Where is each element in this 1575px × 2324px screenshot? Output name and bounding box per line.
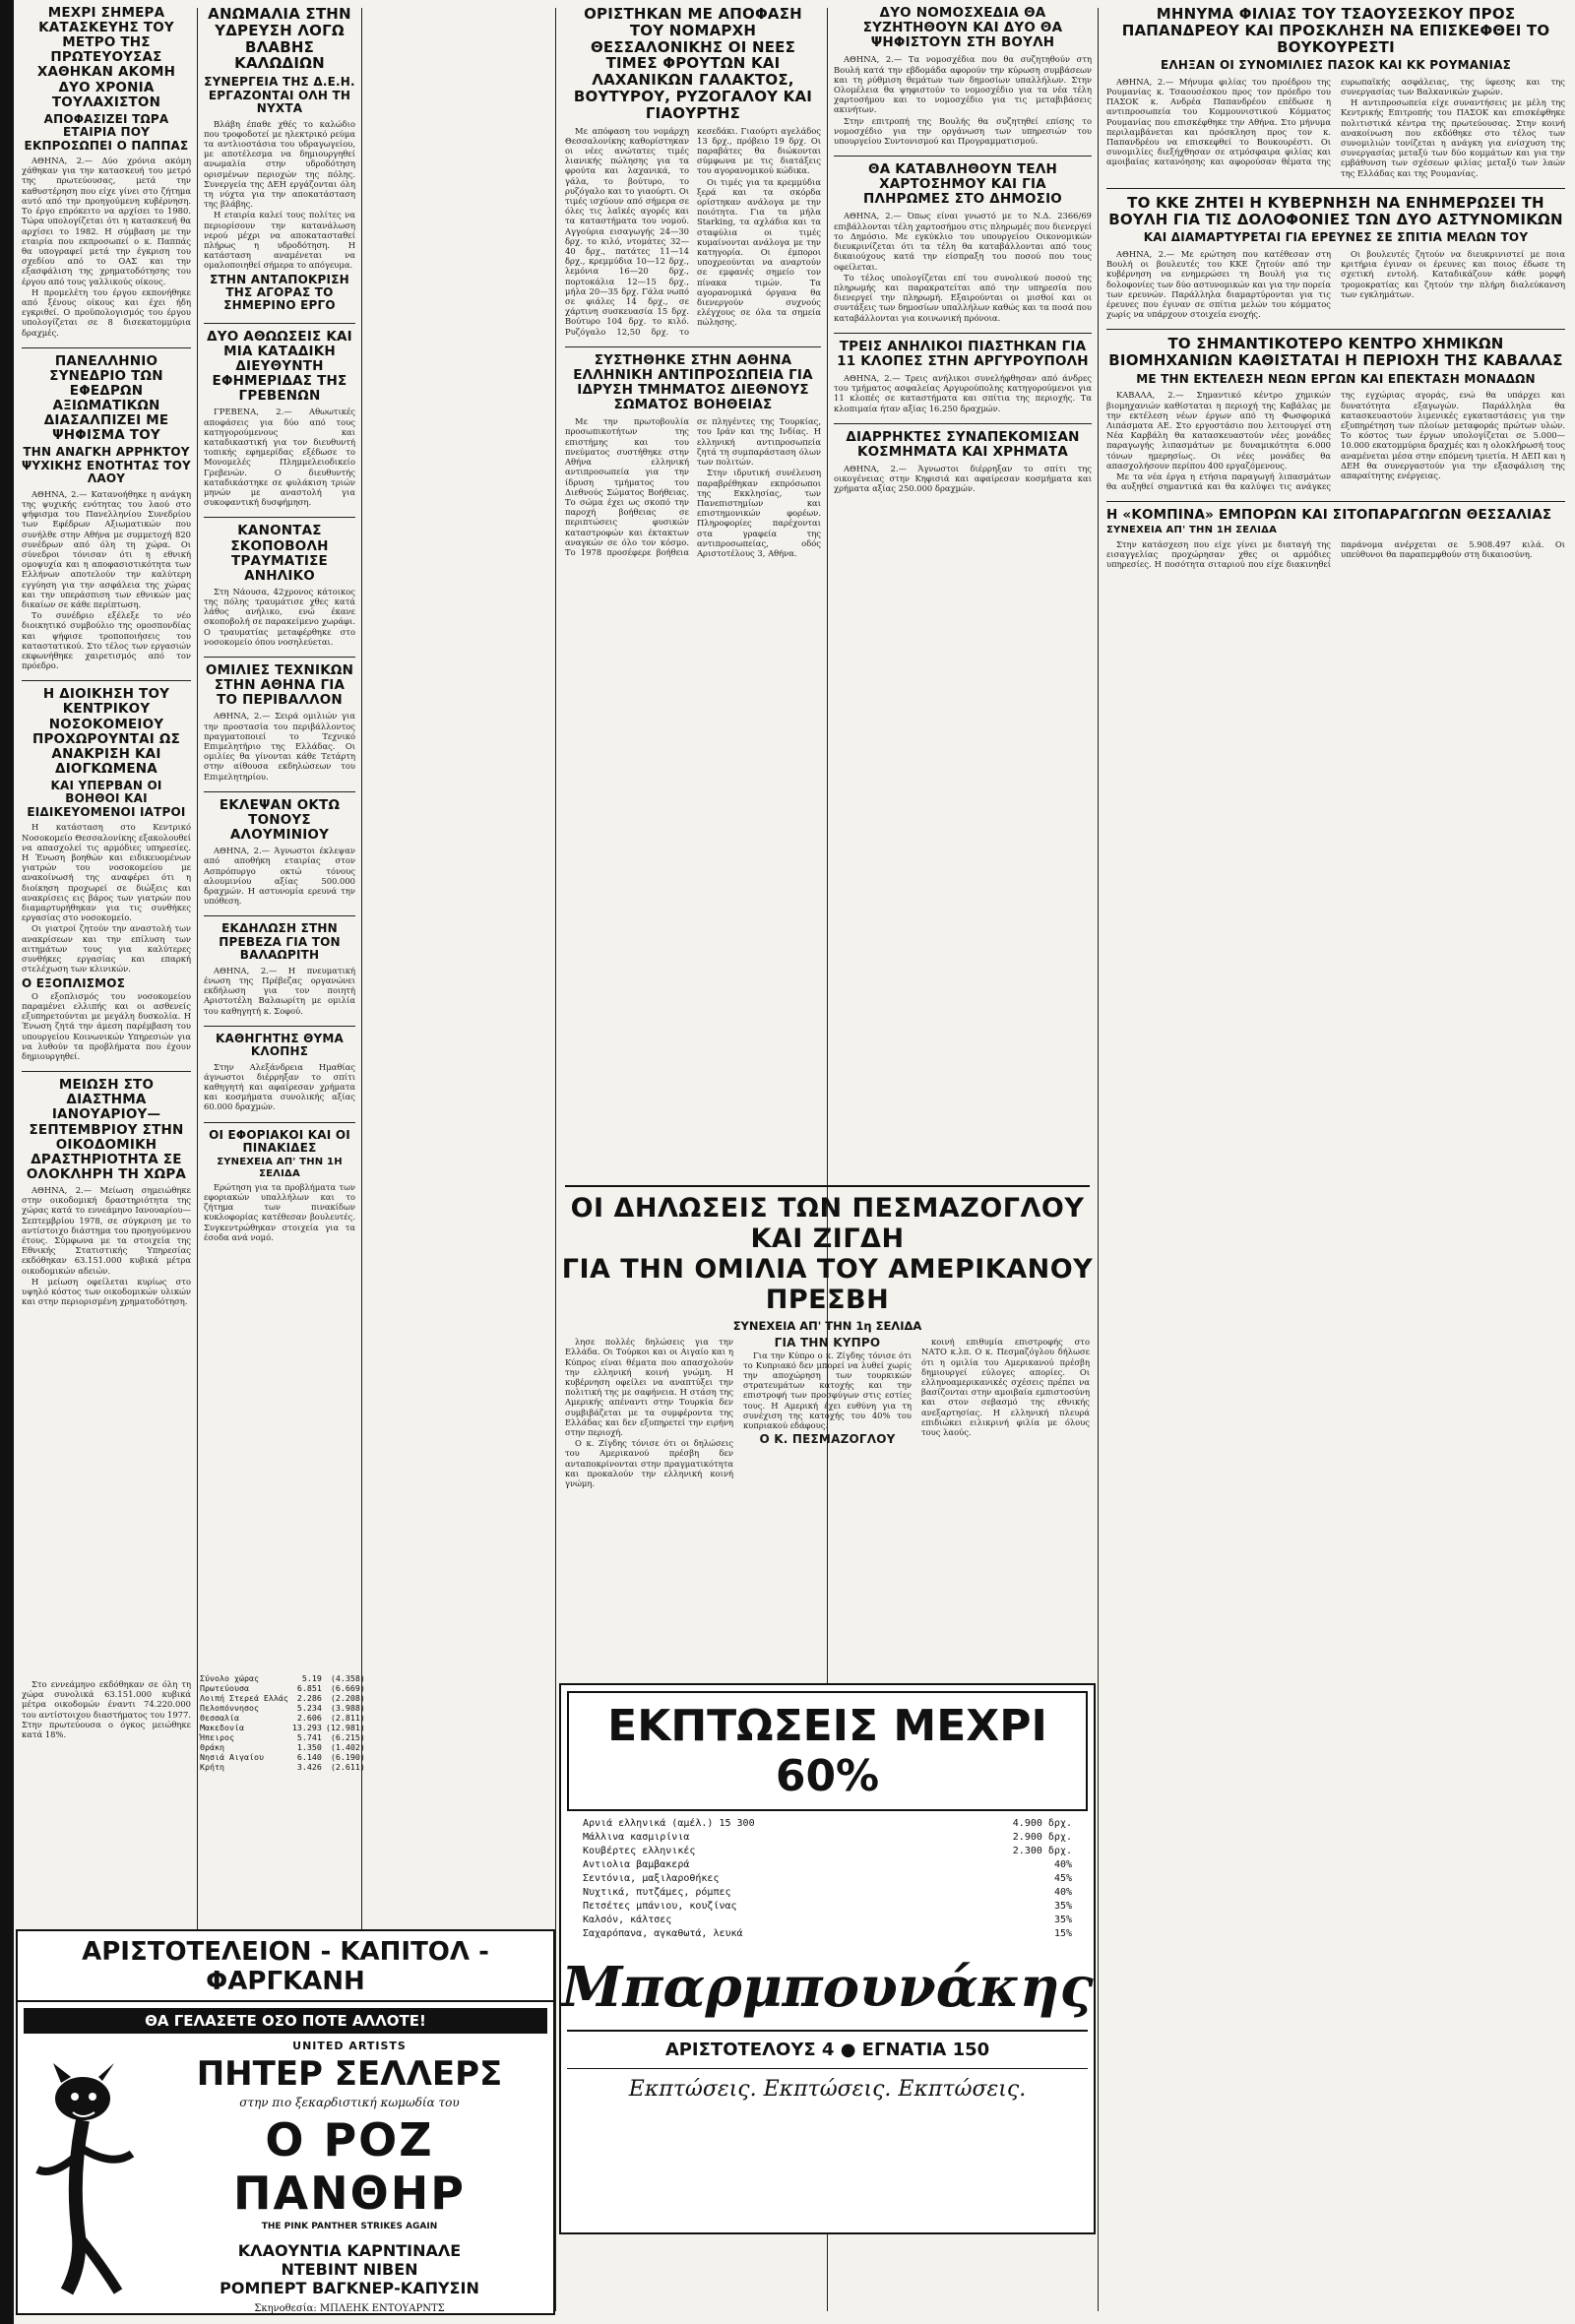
article-relief-corps: ΣΥΣΤΗΘΗΚΕ ΣΤΗΝ ΑΘΗΝΑ ΕΛΛΗΝΙΚΗ ΑΝΤΙΠΡΟΣΩΠΕΙΑ ΓΙΑ ΙΔΡΥΣΗ ΤΜΗΜΑΤΟΣ ΔΙΕΘΝΟΥΣ ΣΩΜΑΤΟΣ ΒΟΗΘΕΙΑΣ Με την πρωτοβουλία προσωπικοτήτων της επιστήμης και του πνεύματος συστήθηκε στην Αθήνα ελληνική αντιπροσωπεία για την ίδρυση τμήματος του Διεθνούς Σώματος Βοήθειας. Το σώμα έχει ως σκοπό την παροχή βοήθειας σε περιπτώσεις φυσικών καταστροφών και έκτακτων αναγκών σε όλο τον κόσμο. Το 1978 προσέφερε βοήθεια σε πληγέντες της Τουρκίας, του Ιράν και της Ινδίας. Η ελληνική αντιπροσωπεία ζητά τη συμπαράσταση όλων των πολιτών. Στην ιδρυτική συνέλευση παραβρέθηκαν εκπρόσωποι της Εκκλησίας, των Πανεπιστημίων και επιστημονικών φορέων. Πληροφορίες παρέχονται στα γραφεία της αντιπροσωπείας, οδός Αριστοτέλους 3, Αθήνα. bbox=[565, 351, 821, 558]
headline: ΑΝΩΜΑΛΙΑ ΣΤΗΝ ΥΔΡΕΥΣΗ ΛΟΓΩ ΒΛΑΒΗΣ ΚΑΛΩΔΙΩΝ bbox=[208, 5, 351, 73]
table-cell: (2.208) bbox=[330, 1693, 365, 1703]
article-prices: ΟΡΙΣΤΗΚΑΝ ΜΕ ΑΠΟΦΑΣΗ ΤΟΥ ΝΟΜΑΡΧΗ ΘΕΣΣΑΛΟΝΙΚΗΣ ΟΙ ΝΕΕΣ ΤΙΜΕΣ ΦΡΟΥΤΩΝ ΚΑΙ ΛΑΧΑΝΙΚΩΝ ΓΑΛΑΚΤΟΣ, ΒΟΥΤΥΡΟΥ, ΡΥΖΟΓΑΛΟΥ ΚΑΙ ΓΙΑΟΥΡΤΗΣ Με απόφαση του νομάρχη Θεσσαλονίκης καθορίστηκαν οι νέες ανώτατες τιμές λιανικής πώλησης για τα φρούτα και λαχανικά, το γάλα, το βούτυρο, το ρυζόγαλο και το γιαούρτι. Οι τιμές ισχύουν από σήμερα σε όλες τις λαϊκές αγορές και τα καταστήματα του νομού. Αγγούρια εισαγωγής 24—30 δρχ. το κιλό, ντομάτες 32—40 δρχ., πατάτες 11—14 δρχ., κρεμμύδια 10—12 δρχ., λεμόνια 16—20 δρχ., πορτοκάλια 12—15 δρχ., μήλα 20—35 δρχ. Γάλα νωπό σε φιάλες 14 δρχ., σε χάρτινη συσκευασία 15 δρχ. Βούτυρο 104 δρχ. το κιλό. Ρυζόγαλο 12,50 δρχ. το κεσεδάκι. Γιαούρτι αγελάδος 13 δρχ., πρόβειο 19 δρχ. Οι παραβάτες θα διώκονται σύμφωνα με τις διατάξεις του αγορανομικού κώδικα. Οι τιμές για τα κρεμμύδια ξερά και τα σκόρδα ορίστηκαν ανάλογα με την ποιότητα. Για τα μήλα Starking, τα αχλάδια και τα σταφύλια οι τιμές κυμαίνονται ανάλογα με την κατηγορία. Οι έμποροι υποχρεούνται να αναρτούν σε εμφανές σημείο τον πίνακα τιμών. Τα αγορανομικά όργανα θα διενεργούν συχνούς ελέγχους σε όλα τα σημεία πώλησης. bbox=[565, 5, 821, 337]
subheadline: ΑΠΟΦΑΣΙΖΕΙ ΤΩΡΑ ΕΤΑΙΡΙΑ ΠΟΥ ΕΚΠΡΟΣΩΠΕΙ Ο ΠΑΠΠΑΣ bbox=[24, 111, 189, 153]
table-cell: 45% bbox=[1053, 1873, 1072, 1884]
article-environment bbox=[204, 663, 355, 782]
ad-cast: ΚΛΑΟΥΝΤΙΑ ΚΑΡΝΤΙΝΑΛΕ bbox=[237, 2241, 462, 2260]
article-hospital: Η ΔΙΟΙΚΗΣΗ ΤΟΥ ΚΕΝΤΡΙΚΟΥ ΝΟΣΟΚΟΜΕΙΟΥ ΠΡΟΧΩΡΟΥΝΤΑΙ ΩΣ ΑΝΑΚΡΙΣΗ ΚΑΙ ΔΙΟΓΚΩΜΕΝΑ ΚΑΙ ΥΠΕΡΒΑΝ ΟΙ ΒΟΗΘΟΙ ΚΑΙ ΕΙΔΙΚΕΥΟΜΕΝΟΙ ΙΑΤΡΟΙ Η κατάσταση στο Κεντρικό Νοσοκομείο Θεσσαλονίκης εξακολουθεί να απασχολεί τις αρμόδιες υπηρεσίες. Η Ένωση βοηθών και ειδικευομένων γιατρών του νοσοκομείου με ανακοίνωσή της αναφέρει ότι η διοίκηση προχωρεί σε διώξεις και ανακρίσεις εις βάρος των γιατρών που διαμαρτυρήθηκαν για τις συνθήκες εργασίας στο νοσοκομείο. Οι γιατροί ζητούν την αναστολή των ανακρίσεων και την επίλυση των αιτημάτων τους για καλύτερες συνθήκες εργασίας και επαρκή στελέχωση των κλινικών. Ο ΕΞΟΠΛΙΣΜΟΣ Ο εξοπλισμός του νοσοκομείου παραμένει ελλιπής και οι ασθενείς εξυπηρετούνται με μεγάλη δυσκολία. Η Ένωση ζητά την άμεση παρέμβαση του υπουργείου Κοινωνικών Υπηρεσιών για να λυθούν τα προβλήματα που έχουν δημιουργηθεί. bbox=[22, 686, 191, 1062]
list-item bbox=[581, 1927, 1074, 1941]
article-grain bbox=[1106, 508, 1565, 569]
article-body: ΑΘΗΝΑ, 2.— Δύο χρόνια ακόμη χάθηκαν για την κατασκευή του μετρό της πρωτεύουσας, μετά την καθυστέρηση που είχε γίνει στο ζήτημα αυτό από την προηγούμενη κυβέρνηση. Το έργο επρόκειτο να αρχίσει το 1980. Τώρα υπολογίζεται ότι η κατασκευή θα αρχίσει το 1982. Η σύμβαση με την εταιρία που εκπροσωπεί ο κ. Παππάς θα υπογραφεί μετά την έγκριση του σχεδίου από το ΟΑΣ και την εξασφάλιση της χρηματοδότησης του έργου από τους γαλλικούς οίκους. bbox=[22, 156, 191, 286]
table-cell: 35% bbox=[1053, 1901, 1072, 1912]
table-cell: 3.426 bbox=[296, 1762, 322, 1772]
table-cell: Μακεδονία bbox=[200, 1723, 244, 1732]
table-row bbox=[198, 1713, 367, 1723]
table-cell: Σύνολο χώρας bbox=[200, 1673, 259, 1683]
list-item bbox=[581, 1845, 1074, 1858]
table-cell: 40% bbox=[1053, 1887, 1072, 1898]
headline: ΤΟ ΚΚΕ ΖΗΤΕΙ Η ΚΥΒΕΡΝΗΣΗ ΝΑ ΕΝΗΜΕΡΩΣΕΙ ΤΗ ΒΟΥΛΗ ΓΙΑ ΤΙΣ ΔΟΛΟΦΟΝΙΕΣ ΤΩΝ ΔΥΟ ΑΣΤΥΝΟΜΙΚΩΝ bbox=[1108, 193, 1563, 228]
table-row bbox=[198, 1762, 367, 1772]
headline: ΜΕΙΩΣΗ ΣΤΟ ΔΙΑΣΤΗΜΑ ΙΑΝΟΥΑΡΙΟΥ—ΣΕΠΤΕΜΒΡΙΟΥ ΣΤΗΝ ΟΙΚΟΔΟΜΙΚΗ ΔΡΑΣΤΗΡΙΟΤΗΤΑ ΣΕ ΟΛΟΚΛΗΡΗ ΤΗ ΧΩΡΑ bbox=[26, 1077, 187, 1182]
table-cell: 40% bbox=[1053, 1859, 1072, 1870]
headline: ΔΥΟ ΝΟΜΟΣΧΕΔΙΑ ΘΑ ΣΥΖΗΤΗΘΟΥΝ ΚΑΙ ΔΥΟ ΘΑ ΨΗΦΙΣΤΟΥΝ ΣΤΗ ΒΟΥΛΗ bbox=[862, 5, 1063, 51]
table-cell: 6.851 bbox=[296, 1683, 322, 1693]
subheadline: ΤΗΝ ΑΝΑΓΚΗ ΑΡΡΗΚΤΟΥ ΨΥΧΙΚΗΣ ΕΝΟΤΗΤΑΣ ΤΟΥ ΛΑΟΥ bbox=[22, 445, 191, 486]
table-row bbox=[198, 1693, 367, 1703]
table-cell: 5.19 bbox=[301, 1673, 322, 1683]
table-cell: Λοιπή Στερεά Ελλάς bbox=[200, 1693, 288, 1703]
article-water bbox=[204, 6, 355, 313]
binding-gutter bbox=[0, 0, 14, 2324]
subheadline: ΕΛΗΞΑΝ ΟΙ ΣΥΝΟΜΙΛΙΕΣ ΠΑΣΟΚ ΚΑΙ ΚΚ ΡΟΥΜΑΝΙΑΣ bbox=[1160, 58, 1512, 73]
article-minors bbox=[834, 340, 1092, 413]
feature-story: ΟΙ ΔΗΛΩΣΕΙΣ ΤΩΝ ΠΕΣΜΑΖΟΓΛΟΥ ΚΑΙ ΖΙΓΔΗ ΓΙΑ ΤΗΝ ΟΜΙΛΙΑ ΤΟΥ ΑΜΕΡΙΚΑΝΟΥ ΠΡΕΣΒΗ ΣΥΝΕΧΕΙΑ ΑΠ' ΤΗΝ 1η ΣΕΛΙΔΑ λησε πολλές δηλώσεις για την Ελλάδα. Οι Τούρκοι και οι Αιγαίο και η Κύπρος είναι θέματα που απασχολούν την ελληνική κοινή γνώμη. Η κυβέρνηση οφείλει να αναπτύξει την πολιτική της με σαφήνεια. Η στάση της Αμερικής απέναντι στην Τουρκία δεν συμβιβάζεται με τα συμφέροντα της Ελλάδας και δεν εξυπηρετεί την ειρήνη στην περιοχή. Ο κ. Ζίγδης τόνισε ότι οι δηλώσεις του Αμερικανού πρέσβη δεν ανταποκρίνονται στην πραγματικότητα και προκαλούν την ελληνική κοινή γνώμη. ΓΙΑ ΤΗΝ ΚΥΠΡΟ Για την Κύπρο ο κ. Ζίγδης τόνισε ότι το Κυπριακό δεν μπορεί να λυθεί χωρίς την αποχώρηση των τουρκικών στρατευμάτων κατοχής και την επιστροφή των προσφύγων στις εστίες τους. Η Αμερική έχει ευθύνη για τη συνέχιση της κατοχής του 40% του κυπριακού εδάφους. Ο Κ. ΠΕΣΜΑΖΟΓΛΟΥ κοινή επιθυμία επιστροφής στο ΝΑΤΟ κ.λπ. Ο κ. Πεσμαζόγλου δήλωσε ότι η ομιλία του Αμερικανού πρέσβη δημιουργεί εύλογες απορίες. Οι ελληνοαμερικανικές σχέσεις πρέπει να βασίζονται στην αμοιβαία εμπιστοσύνη και στον σεβασμό της εθνικής ανεξαρτησίας. Η ελληνική πλευρά επιδιώκει ειλικρινή φιλία με όλους τους λαούς. bbox=[559, 1181, 1096, 1673]
article-tax-officers bbox=[204, 1129, 355, 1242]
article-body: Η εταιρία καλεί τους πολίτες να περιορίσουν την κατανάλωση νερού μέχρι να αποκατασταθεί πλήρως η υδροδότηση. Η κατάσταση αναμένεται να ομαλοποιηθεί σήμερα το απόγευμα. bbox=[204, 210, 355, 271]
article-stamp-duty: ΘΑ ΚΑΤΑΒΛΗΘΟΥΝ ΤΕΛΗ ΧΑΡΤΟΣΗΜΟΥ ΚΑΙ ΓΙΑ ΠΛΗΡΩΜΕΣ ΣΤΟ ΔΗΜΟΣΙΟ ΑΘΗΝΑ, 2.— Όπως είναι γνωστό με το Ν.Δ. 2366/69 επιβάλλονται τέλη χαρτοσήμου στις πληρωμές που διενεργεί το Δημόσιο. Με εγκύκλιο του υπουργείου Οικονομικών διευκρινίζεται ότι τα τέλη θα καταβάλλονται από τους δικαιούχους κατά την είσπραξη του ποσού που τους οφείλεται. Το τέλος υπολογίζεται επί του συνολικού ποσού της πληρωμής και παρακρατείται από την υπηρεσία που διενεργεί την πληρωμή. Εξαιρούνται οι μισθοί και οι συντάξεις των δημοσίων υπαλλήλων καθώς και τα ποσά που καταβάλλονται για κοινωνική πρόνοια. bbox=[834, 161, 1092, 323]
table-cell: Πελοπόννησος bbox=[200, 1703, 259, 1713]
table-row bbox=[198, 1703, 367, 1713]
feature-body: Για την Κύπρο ο κ. Ζίγδης τόνισε ότι το Κυπριακό δεν μπορεί να λυθεί χωρίς την αποχώρηση των τουρκικών στρατευμάτων κατοχής και την επιστροφή των προσφύγων στις εστίες τους. Η Αμερική έχει ευθύνη για τη συνέχιση της κατοχής του 40% του κυπριακού εδάφους. bbox=[743, 1350, 912, 1431]
article-body: Ο εξοπλισμός του νοσοκομείου παραμένει ελλιπής και οι ασθενείς εξυπηρετούνται με μεγάλη δυσκολία. Η Ένωση ζητά την άμεση παρέμβαση του υπουργείου Κοινωνικών Υπηρεσιών για να λυθούν τα προβλήματα που έχουν δημιουργηθεί. bbox=[22, 990, 191, 1062]
ad-star: ΠΗΤΕΡ ΣΕΛΛΕΡΣ bbox=[196, 2054, 503, 2094]
list-item bbox=[581, 1858, 1074, 1872]
headline: ΘΑ ΚΑΤΑΒΛΗΘΟΥΝ ΤΕΛΗ ΧΑΡΤΟΣΗΜΟΥ ΚΑΙ ΓΙΑ ΠΛΗΡΩΜΕΣ ΣΤΟ ΔΗΜΟΣΙΟ bbox=[863, 161, 1062, 208]
ad-cast: ΝΤΕΒΙΝΤ ΝΙΒΕΝ bbox=[281, 2260, 418, 2279]
subheadline: ΚΑΙ ΥΠΕΡΒΑΝ ΟΙ ΒΟΗΘΟΙ ΚΑΙ ΕΙΔΙΚΕΥΟΜΕΝΟΙ ΙΑΤΡΟΙ bbox=[27, 779, 186, 819]
feature-headline-1: ΟΙ ΔΗΛΩΣΕΙΣ ΤΩΝ ΠΕΣΜΑΖΟΓΛΟΥ ΚΑΙ ΖΙΓΔΗ bbox=[570, 1193, 1085, 1255]
headline: ΤΟ ΣΗΜΑΝΤΙΚΟΤΕΡΟ ΚΕΝΤΡΟ ΧΗΜΙΚΩΝ ΒΙΟΜΗΧΑΝΙΩΝ ΚΑΘΙΣΤΑΤΑΙ Η ΠΕΡΙΟΧΗ ΤΗΣ ΚΑΒΑΛΑΣ bbox=[1108, 335, 1563, 370]
column-rule bbox=[1098, 8, 1099, 2311]
table-row bbox=[198, 1742, 367, 1752]
feature-body: κοινή επιθυμία επιστροφής στο ΝΑΤΟ κ.λπ. Ο κ. Πεσμαζόγλου δήλωσε ότι η ομιλία του Αμερικανού πρέσβη δημιουργεί εύλογες απορίες. Οι ελληνοαμερικανικές σχέσεις πρέπει να βασίζονται στην αμοιβαία εμπιστοσύνη και στον σεβασμό της εθνικής ανεξαρτησίας. Η ελληνική πλευρά επιδιώκει ειλικρινή φιλία με όλους τους λαούς. bbox=[921, 1337, 1090, 1438]
table-cell: 13.293 bbox=[291, 1723, 322, 1732]
ad-sale-brand: Μπαρμπουνάκης bbox=[561, 1955, 1094, 2020]
column-rule bbox=[555, 8, 556, 2311]
ad-sale-items bbox=[581, 1817, 1074, 1941]
table-cell: (6.215) bbox=[330, 1732, 365, 1742]
article-theft bbox=[204, 1033, 355, 1112]
list-item bbox=[581, 1886, 1074, 1900]
table-row bbox=[198, 1673, 367, 1683]
headline: ΜΗΝΥΜΑ ΦΙΛΙΑΣ ΤΟΥ ΤΣΑΟΥΣΕΣΚΟΥ ΠΡΟΣ ΠΑΠΑΝΔΡΕΟΥ ΚΑΙ ΠΡΟΣΚΛΗΣΗ ΝΑ ΕΠΙΣΚΕΦΘΕΙ ΤΟ ΒΟΥΚΟΥΡΕΣΤΙ bbox=[1121, 5, 1550, 56]
article-body: ΑΘΗΝΑ, 2.— Τα νομοσχέδια που θα συζητηθούν στη Βουλή κατά την εβδομάδα αφορούν την κύρωση συμβάσεων και τη ρύθμιση θεμάτων των δημοσίων υπαλλήλων. Στην Ολομέλεια θα ψηφιστούν το νομοσχέδιο για τα νέα τέλη χαρτοσήμου και το νομοσχέδιο για τις μεταβιβάσεις ακινήτων. bbox=[834, 54, 1092, 115]
table-cell: 5.234 bbox=[296, 1703, 322, 1713]
ad-cinema-tagline: ΘΑ ΓΕΛΑΣΕΤΕ ΟΣΟ ΠΟΤΕ ΑΛΛΟΤΕ! bbox=[145, 2012, 426, 2030]
table-cell: 2.300 δρχ. bbox=[1012, 1846, 1072, 1856]
ad-sale-address: ΑΡΙΣΤΟΤΕΛΟΥΣ 4 ● ΕΓΝΑΤΙΑ 150 bbox=[664, 2040, 990, 2060]
table-row bbox=[198, 1683, 367, 1693]
table-cell: (2.811) bbox=[330, 1713, 365, 1723]
table-cell: Αντιολια βαμβακερά bbox=[583, 1859, 690, 1870]
ad-cinema-headline: ΑΡΙΣΤΟΤΕΛΕΙΟΝ - ΚΑΠΙΤΟΛ - ΦΑΡΓΚΑΝΗ bbox=[18, 1931, 553, 2002]
column-5 bbox=[1101, 0, 1571, 2324]
article-bills: ΔΥΟ ΝΟΜΟΣΧΕΔΙΑ ΘΑ ΣΥΖΗΤΗΘΟΥΝ ΚΑΙ ΔΥΟ ΘΑ ΨΗΦΙΣΤΟΥΝ ΣΤΗ ΒΟΥΛΗ ΑΘΗΝΑ, 2.— Τα νομοσχέδια που θα συζητηθούν στη Βουλή κατά την εβδομάδα αφορούν την κύρωση συμβάσεων και τη ρύθμιση θεμάτων των δημοσίων υπαλλήλων. Στην Ολομέλεια θα ψηφιστούν το νομοσχέδιο για τα νέα τέλη χαρτοσήμου και το νομοσχέδιο για τις μεταβιβάσεις ακινήτων. Στην επιτροπή της Βουλής θα συζητηθεί επίσης το νομοσχέδιο για την οργάνωση των υπηρεσιών του υπουργείου Συντονισμού και Προγραμματισμού. bbox=[834, 5, 1092, 146]
section-heading: ΣΤΗΝ ΑΝΤΑΠΟΚΡΙΣΗ ΤΗΣ ΑΓΟΡΑΣ ΤΟ ΣΗΜΕΡΙΝΟ ΕΡΓΟ bbox=[210, 272, 349, 313]
ad-film-title: Ο ΡΟΖ ΠΑΝΘΗΡ bbox=[233, 2113, 466, 2220]
table-cell: (4.358) bbox=[330, 1673, 365, 1683]
column-4 bbox=[828, 0, 1098, 1181]
article-body: Στην κατάσχεση που είχε γίνει με διαταγή της εισαγγελίας προχώρησαν χθες οι αρμόδιες υπηρεσίες. Η ποσότητα σιταριού που είχε διακινηθεί παράνομα ανέρχεται σε 5.908.497 κιλά. Οι υπεύθυνοι θα παραπεμφθούν στη δικαιοσύνη. bbox=[1106, 538, 1565, 570]
article-preveza bbox=[204, 922, 355, 1015]
article-aluminium bbox=[204, 798, 355, 907]
subheadline: ΣΥΝΕΧΕΙΑ ΑΠ' ΤΗΝ 1Η ΣΕΛΙΔΑ bbox=[217, 1157, 343, 1179]
list-item bbox=[581, 1914, 1074, 1927]
article-body: ΑΘΗΝΑ, 2.— Η πνευματική ένωση της Πρέβεζας οργανώνει εκδήλωση για τον ποιητή Αριστοτέλη Βαλαωρίτη με ομιλία του καθηγητή κ. Σοφού. bbox=[204, 965, 355, 1016]
table-cell: (3.988) bbox=[330, 1703, 365, 1713]
article-body: Στη Νάουσα, 42χρονος κάτοικος της πόλης τραυμάτισε χθες κατά λάθος ανήλικο, ενώ έκανε σκοποβολή σε παρακείμενο χωράφι. Ο τραυματίας μεταφέρθηκε στο νοσοκομείο όπου νοσηλεύεται. bbox=[204, 586, 355, 647]
article-body: Ερώτηση για τα προβλήματα των εφοριακών υπαλλήλων και το ζήτημα των πινακίδων κυκλοφορίας κατέθεσαν βουλευτές. Συγκεντρώθηκαν στοιχεία για τα έσοδα ανά νομό. bbox=[204, 1181, 355, 1242]
headline: ΕΚΔΗΛΩΣΗ ΣΤΗΝ ΠΡΕΒΕΖΑ ΓΙΑ ΤΟΝ ΒΑΛΑΩΡΙΤΗ bbox=[219, 921, 341, 963]
table-cell: Σεντόνια, μαξιλαροθήκες bbox=[583, 1873, 720, 1884]
table-cell: Θράκη bbox=[200, 1742, 224, 1752]
article-body: ΑΘΗΝΑ, 2.— Όπως είναι γνωστό με το Ν.Δ. 2366/69 επιβάλλονται τέλη χαρτοσήμου στις πληρωμές που διενεργεί το Δημόσιο. Με εγκύκλιο του υπουργείου Οικονομικών διευκρινίζεται ότι τα τέλη θα καταβάλλονται από τους δικαιούχους κατά την είσπραξη του ποσού που τους οφείλεται. bbox=[834, 211, 1092, 272]
column-3 bbox=[559, 0, 827, 1181]
table-cell: Μάλλινα κασμιρίνια bbox=[583, 1832, 690, 1843]
headline: Η «ΚΟΜΠΙΝΑ» ΕΜΠΟΡΩΝ ΚΑΙ ΣΙΤΟΠΑΡΑΓΩΓΩΝ ΘΕΣΣΑΛΙΑΣ bbox=[1106, 507, 1552, 524]
article-body: ΑΘΗΝΑ, 2.— Μήνυμα φιλίας του προέδρου της Ρουμανίας κ. Τσαουσέσκου προς τον πρόεδρο του ΠΑΣΟΚ κ. Ανδρέα Παπανδρέου επέδωσε η αντιπροσωπεία του Κομμουνιστικού Κόμματος Ρουμανίας που επισκέφθηκε την Αθήνα. Στο μήνυμα περιλαμβάνεται και πρόσκληση προς τον κ. Παπανδρέου να επισκεφθεί το Βουκουρέστι. Οι συνομιλίες διεξήχθησαν σε ατμόσφαιρα φιλίας και αμοιβαίας κατανόησης και αφορούσαν θέματα της ευρωπαϊκής ασφάλειας, της ύφεσης και της συνεργασίας των Βαλκανικών χωρών. bbox=[1106, 76, 1565, 167]
article-body: ΓΡΕΒΕΝΑ, 2.— Αθωωτικές αποφάσεις για δύο από τους κατηγορούμενους και καταδικαστική για τον διευθυντή τοπικής εφημερίδας εξέδωσε το Μονομελές Πλημμελειοδικείο Γρεβενών. Ο διευθυντής καταδικάστηκε σε φυλάκιση τριών μηνών με αναστολή για συκοφαντική δυσφήμηση. bbox=[204, 407, 355, 508]
table-cell: 4.900 δρχ. bbox=[1012, 1818, 1072, 1829]
headline: ΔΥΟ ΑΘΩΩΣΕΙΣ ΚΑΙ ΜΙΑ ΚΑΤΑΔΙΚΗ ΔΙΕΥΘΥΝΤΗ ΕΦΗΜΕΡΙΔΑΣ ΤΗΣ ΓΡΕΒΕΝΩΝ bbox=[207, 328, 352, 405]
table-cell: (6.190) bbox=[330, 1752, 365, 1762]
ad-film-english: THE PINK PANTHER STRIKES AGAIN bbox=[261, 2222, 438, 2231]
table-cell: 2.900 δρχ. bbox=[1012, 1832, 1072, 1843]
table-cell: Πετσέτες μπάνιου, κουζίνας bbox=[583, 1901, 737, 1912]
list-item bbox=[581, 1872, 1074, 1886]
table-cell: Κρήτη bbox=[200, 1762, 224, 1772]
table-cell: Καλσόν, κάλτσες bbox=[583, 1915, 672, 1925]
article-shooting bbox=[204, 524, 355, 647]
table-row bbox=[198, 1752, 367, 1762]
headline: ΚΑΝΟΝΤΑΣ ΣΚΟΠΟΒΟΛΗ ΤΡΑΥΜΑΤΙΣΕ ΑΝΗΛΙΚΟ bbox=[230, 523, 329, 584]
table-row bbox=[198, 1723, 367, 1732]
table-cell: 5.741 bbox=[296, 1732, 322, 1742]
subheadline: ΣΥΝΕΡΓΕΙΑ ΤΗΣ Δ.Ε.Η. ΕΡΓΑΖΟΝΤΑΙ ΟΛΗ ΤΗ ΝΥΧΤΑ bbox=[204, 75, 355, 116]
headline: ΟΜΙΛΙΕΣ ΤΕΧΝΙΚΩΝ ΣΤΗΝ ΑΘΗΝΑ ΓΙΑ ΤΟ ΠΕΡΙΒΑΛΛΟΝ bbox=[205, 662, 354, 709]
ad-desc: στην πιο ξεκαρδιστική κωμωδία του bbox=[239, 2096, 460, 2109]
table-cell: 35% bbox=[1053, 1915, 1072, 1925]
column-1 bbox=[16, 0, 197, 1673]
article-body: ΑΘΗΝΑ, 2.— Τρεις ανήλικοι συνελήφθησαν από άνδρες του τμήματος ασφαλείας Αργυρούπολης κατηγορούμενοι για 11 κλοπές σε καταστήματα και σπίτια της περιοχής. Τα κλοπιμαία ήταν αξίας 16.250 δραχμών. bbox=[834, 372, 1092, 413]
subheadline: ΚΑΙ ΔΙΑΜΑΡΤΥΡΕΤΑΙ ΓΙΑ ΕΡΕΥΝΕΣ ΣΕ ΣΠΙΤΙΑ ΜΕΛΩΝ ΤΟΥ bbox=[1143, 230, 1529, 245]
article-body: Βλάβη έπαθε χθές το καλώδιο που τροφοδοτεί με ηλεκτρικό ρεύμα τα αντλιοστάσια του υδραγωγείου, με αποτέλεσμα να δημιουργηθεί ανωμαλία στην υδροδότηση ορισμένων περιοχών της πόλης. Συνεργεία της ΔΕΗ εργάζονται όλη τη νύχτα για την αποκατάσταση της βλάβης. bbox=[204, 118, 355, 210]
subheadline: ΜΕ ΤΗΝ ΕΚΤΕΛΕΣΗ ΝΕΩΝ ΕΡΓΩΝ ΚΑΙ ΕΠΕΚΤΑΣΗ ΜΟΝΑΔΩΝ bbox=[1136, 371, 1536, 386]
table-cell: Νησιά Αιγαίου bbox=[200, 1752, 264, 1762]
table-cell: (1.402) bbox=[330, 1742, 365, 1752]
pink-panther-illustration bbox=[24, 2059, 152, 2295]
headline: ΟΙ ΕΦΟΡΙΑΚΟΙ ΚΑΙ ΟΙ ΠΙΝΑΚΙΔΕΣ bbox=[209, 1127, 350, 1156]
feature-body: λησε πολλές δηλώσεις για την Ελλάδα. Οι Τούρκοι και οι Αιγαίο και η Κύπρος είναι θέματα που απασχολούν την ελληνική κοινή γνώμη. Η κυβέρνηση οφείλει να αναπτύξει την πολιτική της με σαφήνεια. Η στάση της Αμερικής απέναντι στην Τουρκία δεν συμβιβάζεται με τα συμφέροντα της Ελλάδας και δεν εξυπηρετεί την ειρήνη στην περιοχή. bbox=[565, 1337, 733, 1438]
table-cell: (12.981) bbox=[325, 1723, 365, 1732]
table-cell: Ήπειρος bbox=[200, 1732, 234, 1742]
headline: Η ΔΙΟΙΚΗΣΗ ΤΟΥ ΚΕΝΤΡΙΚΟΥ ΝΟΣΟΚΟΜΕΙΟΥ ΠΡΟΧΩΡΟΥΝΤΑΙ ΩΣ ΑΝΑΚΡΙΣΗ ΚΑΙ ΔΙΟΓΚΩΜΕΝΑ bbox=[32, 686, 181, 777]
feature-headline-2: ΓΙΑ ΤΗΝ ΟΜΙΛΙΑ ΤΟΥ ΑΜΕΡΙΚΑΝΟΥ ΠΡΕΣΒΗ bbox=[561, 1254, 1094, 1316]
column-2 bbox=[198, 0, 361, 1673]
list-item bbox=[581, 1900, 1074, 1914]
headline: ΟΡΙΣΤΗΚΑΝ ΜΕ ΑΠΟΦΑΣΗ ΤΟΥ ΝΟΜΑΡΧΗ ΘΕΣΣΑΛΟΝΙΚΗΣ ΟΙ ΝΕΕΣ ΤΙΜΕΣ ΦΡΟΥΤΩΝ ΚΑΙ ΛΑΧΑΝΙΚΩΝ ΓΑΛΑΚΤΟΣ, ΒΟΥΤΥΡΟΥ, ΡΥΖΟΓΑΛΟΥ ΚΑΙ ΓΙΑΟΥΡΤΗΣ bbox=[573, 5, 813, 122]
article-body: ΑΘΗΝΑ, 2.— Σειρά ομιλιών για την προστασία του περιβάλλοντος πραγματοποιεί το Τεχνικό Επιμελητήριο της Ελλάδας. Οι ομιλίες θα γίνονται κάθε Τετάρτη στην αίθουσα εκδηλώσεων του Επιμελητηρίου. bbox=[204, 711, 355, 782]
headline: ΜΕΧΡΙ ΣΗΜΕΡΑ ΚΑΤΑΣΚΕΥΗΣ ΤΟΥ ΜΕΤΡΟ ΤΗΣ ΠΡΩΤΕΥΟΥΣΑΣ ΧΑΘΗΚΑΝ ΑΚΟΜΗ ΔΥΟ ΧΡΟΝΙΑ ΤΟΥΛΑΧΙΣΤΟΝ bbox=[36, 5, 176, 110]
ad-sale-headline: ΕΚΠΤΩΣΕΙΣ ΜΕΧΡΙ 60% bbox=[607, 1701, 1047, 1801]
headline: ΣΥΣΤΗΘΗΚΕ ΣΤΗΝ ΑΘΗΝΑ ΕΛΛΗΝΙΚΗ ΑΝΤΙΠΡΟΣΩΠΕΙΑ ΓΙΑ ΙΔΡΥΣΗ ΤΜΗΜΑΤΟΣ ΔΙΕΘΝΟΥΣ ΣΩΜΑΤΟΣ ΒΟΗΘΕΙΑΣ bbox=[573, 351, 813, 413]
table-cell: (6.669) bbox=[330, 1683, 365, 1693]
ad-sale bbox=[559, 1683, 1096, 2234]
subheadline: ΣΥΝΕΧΕΙΑ ΑΠ' ΤΗΝ 1Η ΣΕΛΙΔΑ bbox=[1106, 525, 1278, 536]
housing-table bbox=[198, 1673, 367, 1772]
table-cell: (2.611) bbox=[330, 1762, 365, 1772]
bottom-strip bbox=[559, 2234, 1096, 2323]
article-kavala: ΤΟ ΣΗΜΑΝΤΙΚΟΤΕΡΟ ΚΕΝΤΡΟ ΧΗΜΙΚΩΝ ΒΙΟΜΗΧΑΝΙΩΝ ΚΑΘΙΣΤΑΤΑΙ Η ΠΕΡΙΟΧΗ ΤΗΣ ΚΑΒΑΛΑΣ ΜΕ ΤΗΝ ΕΚΤΕΛΕΣΗ ΝΕΩΝ ΕΡΓΩΝ ΚΑΙ ΕΠΕΚΤΑΣΗ ΜΟΝΑΔΩΝ ΚΑΒΑΛΑ, 2.— Σημαντικό κέντρο χημικών βιομηχανιών καθίσταται η περιοχή της Καβάλας με την εκτέλεση νέων έργων από τη Φωσφορικά Λιπάσματα ΑΕ. Στο εργοστάσιο που λειτουργεί στη Νέα Καρβάλη θα κατασκευαστούν νέες μονάδες παραγωγής λιπασμάτων με δυναμικότητα 6.000 τόνων ημερησίως. Οι νέες μονάδες θα απασχολήσουν περίπου 400 εργαζόμενους. Με τα νέα έργα η ετήσια παραγωγή λιπασμάτων θα αυξηθεί σημαντικά και θα καλύψει τις ανάγκες της εγχώριας αγοράς, ενώ θα υπάρχει και δυνατότητα εξαγωγών. Παράλληλα θα κατασκευαστούν λιμενικές εγκαταστάσεις για την εξυπηρέτηση των πλοίων μεταφοράς πρώτων υλών. Το κόστος των έργων υπολογίζεται σε 5.000—10.000 εκατομμύρια δραχμές και η ολοκλήρωσή τους αναμένεται μέσα στην επόμενη τριετία. Η ΔΕΠ και η ΔΕΗ θα συνεργαστούν για την εξασφάλιση της απαραίτητης ενέργειας. bbox=[1106, 335, 1565, 492]
headline: ΚΑΘΗΓΗΤΗΣ ΘΥΜΑ ΚΛΟΠΗΣ bbox=[215, 1031, 345, 1059]
headline: ΤΡΕΙΣ ΑΝΗΛΙΚΟΙ ΠΙΑΣΤΗΚΑΝ ΓΙΑ 11 ΚΛΟΠΕΣ ΣΤΗΝ ΑΡΓΥΡΟΥΠΟΛΗ bbox=[837, 338, 1089, 369]
feature-subhead: Ο Κ. ΠΕΣΜΑΖΟΓΛΟΥ bbox=[759, 1432, 896, 1447]
table-cell: 6.140 bbox=[296, 1752, 322, 1762]
article-ceausescu: ΜΗΝΥΜΑ ΦΙΛΙΑΣ ΤΟΥ ΤΣΑΟΥΣΕΣΚΟΥ ΠΡΟΣ ΠΑΠΑΝΔΡΕΟΥ ΚΑΙ ΠΡΟΣΚΛΗΣΗ ΝΑ ΕΠΙΣΚΕΦΘΕΙ ΤΟ ΒΟΥΚΟΥΡΕΣΤΙ ΕΛΗΞΑΝ ΟΙ ΣΥΝΟΜΙΛΙΕΣ ΠΑΣΟΚ ΚΑΙ ΚΚ ΡΟΥΜΑΝΙΑΣ ΑΘΗΝΑ, 2.— Μήνυμα φιλίας του προέδρου της Ρουμανίας κ. Τσαουσέσκου προς τον πρόεδρο του ΠΑΣΟΚ κ. Ανδρέα Παπανδρέου επέδωσε η αντιπροσωπεία του Κομμουνιστικού Κόμματος Ρουμανίας που επισκέφθηκε την Αθήνα. Στο μήνυμα περιλαμβάνεται και πρόσκληση προς τον κ. Παπανδρέου να επισκεφθεί το Βουκουρέστι. Οι συνομιλίες διεξήχθησαν σε ατμόσφαιρα φιλίας και αμοιβαίας κατανόησης και αφορούσαν θέματα της ευρωπαϊκής ασφάλειας, της ύφεσης και της συνεργασίας των Βαλκανικών χωρών. Η αντιπροσωπεία είχε συναντήσεις με μέλη της Κεντρικής Επιτροπής του ΠΑΣΟΚ και επισκέφθηκε πολιτιστικά κέντρα της πρωτεύουσας. Στην κοινή ανακοίνωση που εκδόθηκε στο τέλος των συνομιλιών τονίζεται η ανάγκη για ενίσχυση της συνεργασίας μεταξύ των δύο κομμάτων και για την εμβάθυνση των σχέσεων φιλίας μεταξύ των λαών της Ελλάδας και της Ρουμανίας. bbox=[1106, 5, 1565, 178]
table-row bbox=[198, 1732, 367, 1742]
article-reservists: ΠΑΝΕΛΛΗΝΙΟ ΣΥΝΕΔΡΙΟ ΤΩΝ ΕΦΕΔΡΩΝ ΑΞΙΩΜΑΤΙΚΩΝ ΔΙΑΣΑΛΠΙΖΕΙ ΜΕ ΨΗΦΙΣΜΑ ΤΟΥ ΤΗΝ ΑΝΑΓΚΗ ΑΡΡΗΚΤΟΥ ΨΥΧΙΚΗΣ ΕΝΟΤΗΤΑΣ ΤΟΥ ΛΑΟΥ ΑΘΗΝΑ, 2.— Κατανοήθηκε η ανάγκη της ψυχικής ενότητας του λαού στο ψήφισμα του Πανελληνίου Συνεδρίου των Εφέδρων Αξιωματικών που συνήλθε στην Αθήνα με συμμετοχή 820 συνέδρων από όλη τη χώρα. Οι σύνεδροι τόνισαν ότι η εθνική ομοψυχία και η αποφασιστικότητα των Ελλήνων αποτελούν την καλύτερη εγγύηση για την ασφάλεια της χώρας και την υπεράσπιση των εθνικών μας δικαίων σε κάθε περίπτωση. Το συνέδριο εξέλεξε το νέο διοικητικό συμβούλιο της ομοσπονδίας και ψήφισε τροποποιήσεις του καταστατικού. Στο τέλος των εργασιών εκφωνήθηκε χαιρετισμός από τον πρόεδρο. bbox=[22, 352, 191, 671]
ad-distributor: UNITED ARTISTS bbox=[292, 2040, 407, 2052]
ad-cinema bbox=[16, 1929, 555, 2315]
article-kke: ΤΟ ΚΚΕ ΖΗΤΕΙ Η ΚΥΒΕΡΝΗΣΗ ΝΑ ΕΝΗΜΕΡΩΣΕΙ ΤΗ ΒΟΥΛΗ ΓΙΑ ΤΙΣ ΔΟΛΟΦΟΝΙΕΣ ΤΩΝ ΔΥΟ ΑΣΤΥΝΟΜΙΚΩΝ ΚΑΙ ΔΙΑΜΑΡΤΥΡΕΤΑΙ ΓΙΑ ΕΡΕΥΝΕΣ ΣΕ ΣΠΙΤΙΑ ΜΕΛΩΝ ΤΟΥ ΑΘΗΝΑ, 2.— Με ερώτηση που κατέθεσαν στη Βουλή οι βουλευτές του ΚΚΕ ζητούν από την κυβέρνηση να ενημερώσει τη Βουλή για τις δολοφονίες των δύο αστυνομικών και για την πορεία των ερευνών. Παράλληλα διαμαρτύρονται για τις έρευνες που έγιναν σε σπίτια μελών του κόμματος χωρίς να υπάρχουν στοιχεία ενοχής. Οι βουλευτές ζητούν να διευκρινιστεί με ποια κριτήρια έγιναν οι έρευνες και ποιος έδωσε τη σχετική εντολή. Καταδικάζουν κάθε μορφή τρομοκρατίας και ζητούν την πλήρη διαλεύκανση των εγκλημάτων. bbox=[1106, 193, 1565, 320]
article-burglars bbox=[834, 430, 1092, 494]
table-cell: Αρνιά ελληνικά (αμέλ.) 15 300 bbox=[583, 1818, 755, 1829]
table-cell: Σαχαρόπανα, αγκαθωτά, λευκά bbox=[583, 1928, 743, 1939]
headline: ΕΚΛΕΨΑΝ ΟΚΤΩ ΤΟΝΟΥΣ ΑΛΟΥΜΙΝΙΟΥ bbox=[219, 796, 341, 844]
table-cell: 15% bbox=[1053, 1928, 1072, 1939]
article-metro: ΜΕΧΡΙ ΣΗΜΕΡΑ ΚΑΤΑΣΚΕΥΗΣ ΤΟΥ ΜΕΤΡΟ ΤΗΣ ΠΡΩΤΕΥΟΥΣΑΣ ΧΑΘΗΚΑΝ ΑΚΟΜΗ ΔΥΟ ΧΡΟΝΙΑ ΤΟΥΛΑΧΙΣΤΟΝ ΑΠΟΦΑΣΙΖΕΙ ΤΩΡΑ ΕΤΑΙΡΙΑ ΠΟΥ ΕΚΠΡΟΣΩΠΕΙ Ο ΠΑΠΠΑΣ ΑΘΗΝΑ, 2.— Δύο χρόνια ακόμη χάθηκαν για την κατασκευή του μετρό της πρωτεύουσας, μετά την καθυστέρηση που είχε γίνει στο ζήτημα αυτό από την προηγούμενη κυβέρνηση. Το έργο επρόκειτο να αρχίσει το 1980. Τώρα υπολογίζεται ότι η κατασκευή θα αρχίσει το 1982. Η σύμβαση με την εταιρία που εκπροσωπεί ο κ. Παππάς θα υπογραφεί μετά την έγκριση του σχεδίου από το ΟΑΣ και την εξασφάλιση της χρηματοδότησης του έργου από τους γαλλικούς οίκους. Η προμελέτη του έργου εκπονήθηκε από ξένους οίκους και έχει ήδη εγκριθεί. Ο προϋπολογισμός του έργου υπολογίζεται σε 8 δισεκατομμύρια δραχμές. bbox=[22, 5, 191, 338]
table-cell: Θεσσαλία bbox=[200, 1713, 239, 1723]
table-cell: 2.286 bbox=[296, 1693, 322, 1703]
article-body: Στην Αλεξάνδρεια Ημαθίας άγνωστοι διέρρηξαν το σπίτι καθηγητή και αφαίρεσαν χρήματα και κοσμήματα συνολικής αξίας 60.000 δραχμών. bbox=[204, 1061, 355, 1112]
article-body: Η κατάσταση στο Κεντρικό Νοσοκομείο Θεσσαλονίκης εξακολουθεί να απασχολεί τις αρμόδιες υπηρεσίες. Η Ένωση βοηθών και ειδικευομένων γιατρών του νοσοκομείου με ανακοίνωσή της αναφέρει ότι η διοίκηση προχωρεί σε διώξεις και ανακρίσεις εις βάρος των γιατρών που διαμαρτυρήθηκαν για τις συνθήκες εργασίας στο νοσοκομείο. bbox=[22, 822, 191, 923]
article-body: ΚΑΒΑΛΑ, 2.— Σημαντικό κέντρο χημικών βιομηχανιών καθίσταται η περιοχή της Καβάλας με την εκτέλεση νέων έργων από τη Φωσφορικά Λιπάσματα ΑΕ. Στο εργοστάσιο που λειτουργεί στη Νέα Καρβάλη θα κατασκευαστούν νέες μονάδες παραγωγής λιπασμάτων με δυναμικότητα 6.000 τόνων ημερησίως. Οι νέες μονάδες θα απασχολήσουν περίπου 400 εργαζόμενους. bbox=[1106, 390, 1331, 471]
table-cell: Νυχτικά, πυτζάμες, ρόμπες bbox=[583, 1887, 731, 1898]
column-1-bottom: Στο εννεάμηνο εκδόθηκαν σε όλη τη χώρα συνολικά 63.151.000 κυβικά μέτρα οικοδομών έναντι 74.220.000 του αντίστοιχου διαστήματος του 1977. Στην πρωτεύουσα ο όγκος μειώθηκε κατά 18%. bbox=[22, 1679, 191, 1740]
headline: ΠΑΝΕΛΛΗΝΙΟ ΣΥΝΕΔΡΙΟ ΤΩΝ ΕΦΕΔΡΩΝ ΑΞΙΩΜΑΤΙΚΩΝ ΔΙΑΣΑΛΠΙΖΕΙ ΜΕ ΨΗΦΙΣΜΑ ΤΟΥ bbox=[43, 352, 169, 444]
headline: ΔΙΑΡΡΗΚΤΕΣ ΣΥΝΑΠΕΚΟΜΙΣΑΝ ΚΟΣΜΗΜΑΤΑ ΚΑΙ ΧΡΗΜΑΤΑ bbox=[846, 428, 1080, 460]
article-body: ΑΘΗΝΑ, 2.— Μείωση σημειώθηκε στην οικοδομική δραστηριότητα της χώρας κατά το εννεάμηνο Ιανουαρίου—Σεπτεμβρίου 1978, σε σύγκριση με το αντίστοιχο διάστημα του προηγούμενου έτους. Σύμφωνα με τα στοιχεία της Εθνικής Στατιστικής Υπηρεσίας εκδόθηκαν 63.151.000 κυβικά μέτρα οικοδομικών αδειών. bbox=[22, 1185, 191, 1276]
table-cell: 2.606 bbox=[296, 1713, 322, 1723]
article-body: ΑΘΗΝΑ, 2.— Άγνωστοι διέρρηξαν το σπίτι της οικογένειας στην Κηφισιά και αφαίρεσαν κοσμήματα και χρήματα αξίας 250.000 δραχμών. bbox=[834, 463, 1092, 494]
housing-table-block bbox=[198, 1673, 365, 1929]
section-heading: Ο ΕΞΟΠΛΙΣΜΟΣ bbox=[22, 976, 126, 991]
feature-subhead: ΓΙΑ ΤΗΝ ΚΥΠΡΟ bbox=[774, 1336, 881, 1350]
ad-director: Σκηνοθεσία: ΜΠΛΕΗΚ ΕΝΤΟΥΑΡΝΤΣ bbox=[254, 2303, 445, 2314]
list-item bbox=[581, 1831, 1074, 1845]
article-body: Με απόφαση του νομάρχη Θεσσαλονίκης καθορίστηκαν οι νέες ανώτατες τιμές λιανικής πώλησης για τα φρούτα και λαχανικά, το γάλα, το βούτυρο, το ρυζόγαλο και το γιαούρτι. Οι τιμές ισχύουν από σήμερα σε όλες τις λαϊκές αγορές και τα καταστήματα του νομού. Αγγούρια εισαγωγής 24—30 δρχ. το κιλό, ντομάτες 32—40 δρχ., πατάτες 11—14 δρχ., κρεμμύδια 10—12 δρχ., λεμόνια 16—20 δρχ., πορτοκάλια 12—15 δρχ., μήλα 20—35 δρχ. Γάλα νωπό σε φιάλες 14 δρχ., σε χάρτινη συσκευασία 15 δρχ. Βούτυρο 104 δρχ. το κιλό. Ρυζόγαλο 12,50 δρχ. το κεσεδάκι. Γιαούρτι αγελάδος 13 δρχ., πρόβειο 19 δρχ. Οι παραβάτες θα διώκονται σύμφωνα με τις διατάξεις του αγορανομικού κώδικα. bbox=[565, 125, 821, 337]
ad-cast: ΡΟΜΠΕΡΤ ΒΑΓΚΝΕΡ-ΚΑΠΥΣΙΝ bbox=[220, 2279, 479, 2297]
article-grevena bbox=[204, 330, 355, 508]
table-cell: Κουβέρτες ελληνικές bbox=[583, 1846, 696, 1856]
article-body: ΑΘΗΝΑ, 2.— Κατανοήθηκε η ανάγκη της ψυχικής ενότητας του λαού στο ψήφισμα του Πανελληνίου Συνεδρίου των Εφέδρων Αξιωματικών που συνήλθε στην Αθήνα με συμμετοχή 820 συνέδρων από όλη τη χώρα. Οι σύνεδροι τόνισαν ότι η εθνική ομοψυχία και η αποφασιστικότητα των Ελλήνων αποτελούν την καλύτερη εγγύηση για την ασφάλεια της χώρας και την υπεράσπιση των εθνικών μας δικαίων σε κάθε περίπτωση. bbox=[22, 488, 191, 609]
list-item bbox=[581, 1817, 1074, 1831]
article-body: ΑΘΗΝΑ, 2.— Με ερώτηση που κατέθεσαν στη Βουλή οι βουλευτές του ΚΚΕ ζητούν από την κυβέρνηση να ενημερώσει τη Βουλή για τις δολοφονίες των δύο αστυνομικών και για την πορεία των ερευνών. Παράλληλα διαμαρτύρονται για τις έρευνες που έγιναν σε σπίτια μελών του κόμματος χωρίς να υπάρχουν στοιχεία ενοχής. bbox=[1106, 248, 1331, 320]
feature-continued: ΣΥΝΕΧΕΙΑ ΑΠ' ΤΗΝ 1η ΣΕΛΙΔΑ bbox=[732, 1319, 922, 1334]
article-body: Με την πρωτοβουλία προσωπικοτήτων της επιστήμης και του πνεύματος συστήθηκε στην Αθήνα ελληνική αντιπροσωπεία για την ίδρυση τμήματος του Διεθνούς Σώματος Βοήθειας. Το σώμα έχει ως σκοπό την παροχή βοήθειας σε περιπτώσεις φυσικών καταστροφών και έκτακτων αναγκών σε όλο τον κόσμο. Το 1978 προσέφερε βοήθεια σε πληγέντες της Τουρκίας, του Ιράν και της Ινδίας. Η ελληνική αντιπροσωπεία ζητά τη συμπαράσταση όλων των πολιτών. bbox=[565, 416, 821, 557]
ad-sale-footer: Εκπτώσεις. Εκπτώσεις. Εκπτώσεις. bbox=[628, 2077, 1027, 2102]
article-construction: ΜΕΙΩΣΗ ΣΤΟ ΔΙΑΣΤΗΜΑ ΙΑΝΟΥΑΡΙΟΥ—ΣΕΠΤΕΜΒΡΙΟΥ ΣΤΗΝ ΟΙΚΟΔΟΜΙΚΗ ΔΡΑΣΤΗΡΙΟΤΗΤΑ ΣΕ ΟΛΟΚΛΗΡΗ ΤΗ ΧΩΡΑ ΑΘΗΝΑ, 2.— Μείωση σημειώθηκε στην οικοδομική δραστηριότητα της χώρας κατά το εννεάμηνο Ιανουαρίου—Σεπτεμβρίου 1978, σε σύγκριση με το αντίστοιχο διάστημα του προηγούμενου έτους. Σύμφωνα με τα στοιχεία της Εθνικής Στατιστικής Υπηρεσίας εκδόθηκαν 63.151.000 κυβικά μέτρα οικοδομικών αδειών. Η μείωση οφείλεται κυρίως στο υψηλό κόστος των οικοδομικών υλικών και στην περιορισμένη χρηματοδότηση. bbox=[22, 1077, 191, 1307]
table-cell: 1.350 bbox=[296, 1742, 322, 1752]
table-cell: Πρωτεύουσα bbox=[200, 1683, 249, 1693]
article-body: ΑΘΗΝΑ, 2.— Άγνωστοι έκλεψαν από αποθήκη εταιρίας στον Ασπρόπυργο οκτώ τόνους αλουμινίου αξίας 500.000 δραχμών. Η αστυνομία ερευνά την υπόθεση. bbox=[204, 846, 355, 907]
